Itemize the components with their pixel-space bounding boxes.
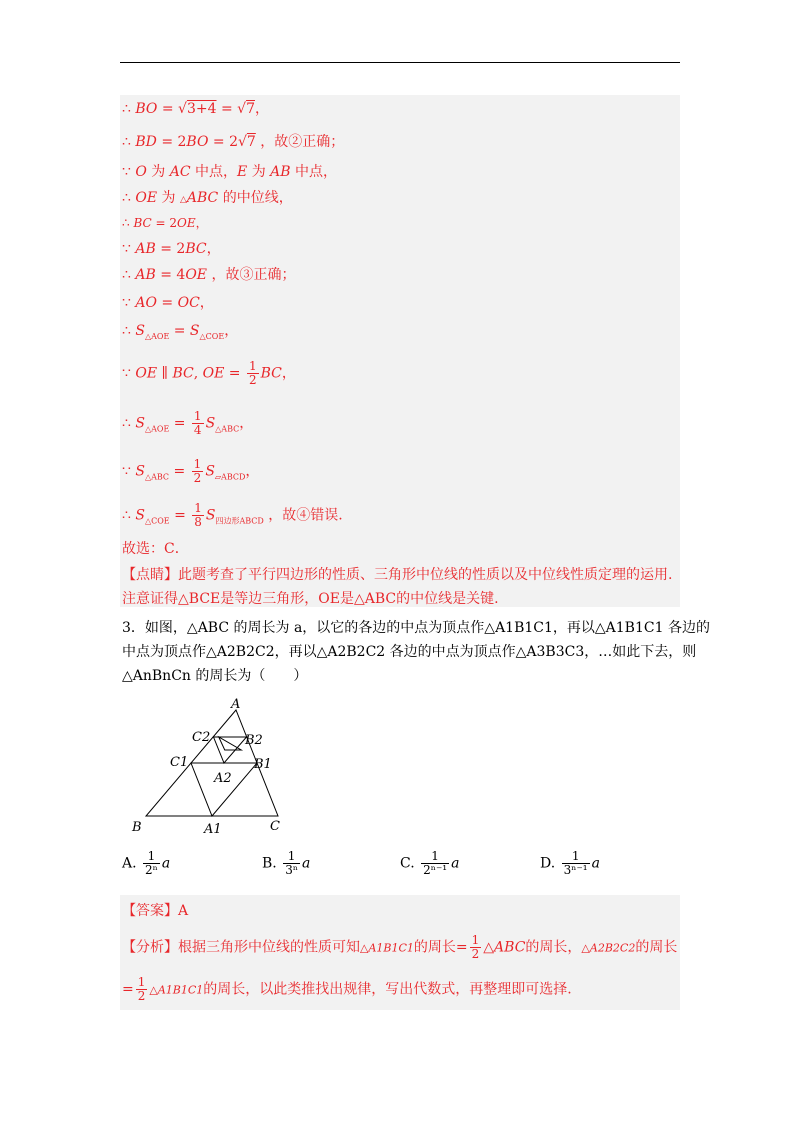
solution-line-7: ∴ AB = 4OE ，故③正确； [122,267,296,283]
analysis-text-1g: 的周长 [635,939,678,956]
option-b-den: 3ⁿ [285,863,299,877]
question-line-2: 中点为顶点作△A2B2C2，再以△A2B2C2 各边的中点为顶点作△A3B3C3，…如此下去，则 [122,644,697,660]
solution-line-4: ∴ OE 为 △ABC 的中位线， [122,190,293,206]
label-b1: B1 [254,757,272,772]
solution-line-3: ∵ O 为 AC 中点，E 为 AB 中点， [122,164,338,180]
option-c-num: 1 [421,850,449,864]
analysis-half-2-den: 2 [137,989,146,1003]
triangle-a3b3c3 [219,737,242,750]
solution-line-5: ∴ BC = 2OE， [122,216,208,230]
label-b: B [132,820,142,835]
comment-line-2: 注意证得△BCE是等边三角形，OE是△ABC的中位线是关键. [122,591,499,607]
option-b-var: a [302,855,311,872]
analysis-text-1a: 根据三角形中位线的性质可知 [178,939,360,956]
analysis-half-2-num: 1 [137,975,146,989]
option-a-den: 2ⁿ [145,863,158,877]
solution-text-data [0,0,1,1]
option-b[interactable] [262,850,310,877]
option-c-den: 2ⁿ⁻¹ [423,863,448,877]
answer-value: A [178,903,189,919]
analysis-line-1 [122,934,677,961]
solution-data-0 [0,0,1,1]
option-d-num: 1 [562,850,590,864]
solution-line-9: ∴ $S_{\triangle AOE} = S_{\triangle COE}$， [122,323,239,341]
option-c[interactable] [400,850,459,877]
label-a1: A1 [204,822,222,837]
label-b2: B2 [245,733,263,748]
option-b-num: 1 [283,850,300,864]
analysis-line-2 [122,976,572,1003]
choice-line: 故选：C． [122,541,189,557]
option-a-num: 1 [143,850,160,864]
question-text-1: 如图，△ABC 的周长为 a，以它的各边的中点为顶点作△A1B1C1，再以△A1B1C1 各边的 [144,620,710,636]
option-a-var: a [161,855,171,872]
label-c2: C2 [192,730,211,745]
solution-line-6: ∵ AB = 2BC， [122,241,221,257]
solution-line-12: ∵ $S_{\triangle ABC}$ = $\frac{1}{2}$ $S_{▱ABCD}$， [122,457,260,485]
triangle-diagram [128,696,298,841]
analysis-text-2a: = [122,981,134,998]
label-c: C [270,819,280,834]
label-c1: C1 [170,755,189,770]
solution-line-11: ∴ $S_{\triangle AOE}$ = $\frac{1}{4}$ $S_{\triangle ABC}$， [122,409,254,437]
option-d-letter: D. [540,855,556,872]
option-c-var: a [451,855,460,872]
question-line-1 [122,619,710,637]
analysis-text-2c: 的周长，以此类推找出规律，写出代数式，再整理即可选择. [203,981,572,998]
analysis-text-2b: △A1B1C1 [149,983,204,997]
answer-tag: 【答案】 [122,903,178,919]
solution-line-1: ∴ BO = √3+4 = √7， [122,101,269,117]
analysis-text-1c: 的周长= [413,939,468,956]
analysis-half-2 [136,976,148,1003]
header-rule [120,62,680,63]
option-d-var: a [591,855,600,872]
comment-line-1 [122,566,672,584]
answer-line [122,902,188,920]
question-number: 3． [122,620,145,636]
analysis-half-1 [470,934,482,961]
option-d-den: 3ⁿ⁻¹ [563,863,588,877]
analysis-half-1-den: 2 [471,947,480,961]
option-c-letter: C. [400,855,415,872]
analysis-text-1d: △ABC [483,939,526,956]
question-line-3: △AnBnCn 的周长为（ ） [122,668,308,684]
analysis-text-1e: 的周长， [525,939,582,956]
option-b-letter: B. [262,855,277,872]
option-a-letter: A. [122,855,137,872]
analysis-text-1f: △A2B2C2 [581,941,636,955]
solution-line-10: ∵ OE ∥ BC, OE = $\frac{1}{2}$ BC， [122,359,296,387]
analysis-tag: 【分析】 [122,939,178,956]
label-a: A [231,697,241,712]
option-a[interactable] [122,850,170,877]
analysis-half-1-num: 1 [471,933,480,947]
comment-text-1: 此题考查了平行四边形的性质、三角形中位线的性质以及中位线性质定理的运用. [178,567,673,583]
solution-line-2: ∴ BD = 2BO = 2√7 ，故②正确； [122,134,345,150]
label-a2: A2 [214,771,232,786]
comment-tag: 【点睛】 [122,567,178,583]
solution-line-8: ∵ AO = OC， [122,295,214,311]
option-d[interactable] [540,850,600,877]
analysis-text-1b: △A1B1C1 [360,941,414,955]
solution-line-13: ∴ $S_{\triangle COE}$ = $\frac{1}{8}$ $S_{四边形ABCD}$ ，故④错误. [122,501,343,529]
